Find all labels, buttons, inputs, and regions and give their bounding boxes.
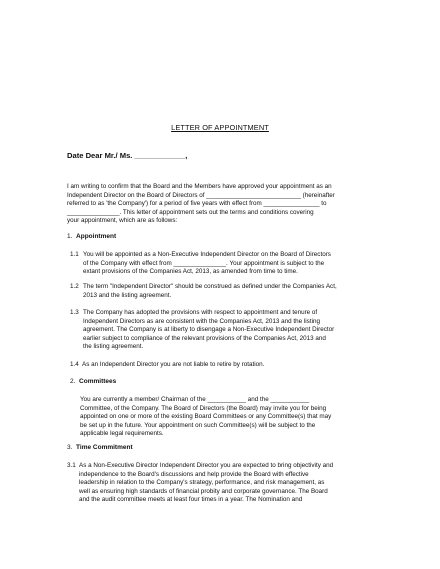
clause-line: and the audit committee meets at least four times in a year. The Nomination and bbox=[79, 496, 303, 504]
clause-line: of the Company with effect from _______________. Your appointment is subject to the bbox=[83, 259, 325, 267]
intro-line: _______________. This letter of appointment sets out the terms and conditions covering bbox=[67, 208, 314, 216]
intro-line: Independent Director on the Board of Directors of ___________________________ (hereinafter bbox=[67, 191, 335, 199]
clause-line: As a Non-Executive Director Independent Director you are expected to bring objectivity and bbox=[79, 462, 334, 469]
clause-1-1 bbox=[83, 251, 375, 277]
clause-number: 3.1 bbox=[67, 462, 76, 469]
clause-1-4 bbox=[82, 361, 374, 370]
clause-line: You will be appointed as a Non-Executive Independent Director on the Board of Directors bbox=[83, 251, 331, 258]
clause-line: independence to the Board's discussions and help provide the Board with effective bbox=[79, 470, 309, 478]
committees-line: appointed on one or more of the existing Board Committees or any Committee(s) that may bbox=[80, 413, 332, 421]
section-number: 2. bbox=[70, 378, 76, 385]
section-heading-appointment bbox=[67, 233, 116, 240]
clause-line: the listing agreement. bbox=[83, 343, 144, 351]
clause-line: well as ensuring high standards of financial probity and corporate governance. The Board bbox=[79, 487, 328, 495]
document-title: LETTER OF APPOINTMENT bbox=[171, 123, 269, 132]
clause-number: 1.4 bbox=[70, 361, 79, 368]
clause-line: The Company has adopted the provisions with respect to appointment and tenure of bbox=[83, 309, 318, 316]
clause-number: 1.1 bbox=[70, 251, 79, 258]
section-title: Appointment bbox=[76, 233, 117, 240]
committees-line: Committee, of the Company. The Board of Directors (the Board) may invite you for being bbox=[80, 404, 327, 412]
intro-line: your appointment, which are as follows: bbox=[67, 217, 178, 225]
section-heading-time-commitment bbox=[67, 444, 133, 451]
clause-line: extant provisions of the Companies Act, 2013, as amended from time to time. bbox=[83, 268, 298, 276]
clause-line: 2013 and the listing agreement. bbox=[83, 291, 172, 299]
clause-number: 1.3 bbox=[70, 309, 79, 316]
clause-line: agreement. The Company is at liberty to disengage a Non-Executive Independent Director bbox=[83, 326, 335, 334]
clause-3-1 bbox=[79, 462, 375, 505]
committees-line: applicable legal requirements. bbox=[80, 430, 164, 438]
clause-line: leadership in relation to the Company's strategy, performance, and risk management, as bbox=[79, 479, 325, 487]
clause-line: Independent Directors as are consistent with the Companies Act, 2013 and the listing bbox=[83, 317, 320, 325]
section-title: Committees bbox=[79, 378, 117, 385]
clause-line: The term "Independent Director" should be construed as defined under the Companies Act, bbox=[83, 283, 337, 290]
committees-line: You are currently a member/ Chairman of the ___________ and the ___________ bbox=[80, 396, 310, 403]
clause-1-2 bbox=[83, 283, 375, 300]
committees-line: be set up in the future. Your appointment on such Committee(s) will be subject to the bbox=[80, 421, 316, 429]
intro-line: I am writing to confirm that the Board and the Members have approved your appointment as an bbox=[67, 183, 332, 190]
clause-1-3 bbox=[83, 309, 375, 352]
clause-line: earlier subject to compliance of the relevant provisions of the Companies Act, 2013 and bbox=[83, 334, 326, 342]
intro-line: referred to as 'the Company') for a period of five years with effect from ________________ to bbox=[67, 200, 327, 208]
clause-number: 1.2 bbox=[70, 283, 79, 290]
salutation-date-line: Date Dear Mr./ Ms. ____________, bbox=[67, 151, 188, 160]
section-heading-committees bbox=[70, 378, 116, 385]
intro-paragraph bbox=[67, 183, 374, 226]
section-number: 1. bbox=[67, 233, 73, 240]
committees-paragraph bbox=[80, 396, 374, 439]
clause-line: As an Independent Director you are not liable to retire by rotation. bbox=[82, 361, 265, 368]
section-title: Time Commitment bbox=[76, 444, 133, 451]
section-number: 3. bbox=[67, 444, 73, 451]
